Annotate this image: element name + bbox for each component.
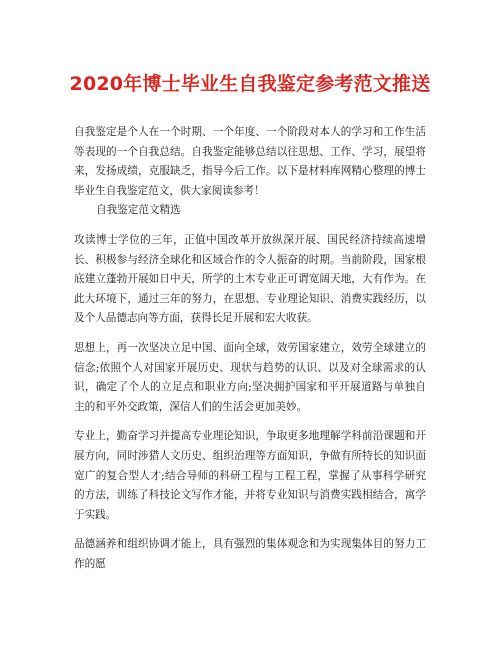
document-body bbox=[74, 123, 426, 574]
body-paragraph: 思想上，再一次坚决立足中国、面向全球，效劳国家建立，效劳全球建立的信念;依照个人对国家开展历史、现状与趋势的认识、以及对全球需求的认识，确定了个人的立足点和职业方向;坚决拥护国家和平开展道路与单独自主的和平外交政策，深信人们的生活会更加美妙。 bbox=[74, 341, 426, 413]
paragraph-gap bbox=[74, 221, 426, 231]
body-paragraph: 攻读博士学位的三年，正值中国改革开放纵深开展、国民经济持续高速增长、积极参与经济全球化和区域合作的令人振奋的时期。当前阶段，国家根底建立蓬勃开展如日中天，所学的土木专业正可谓宽阔天地，大有作为。在此大环境下，通过三年的努力，在思想、专业理论知识、消费实践经历，以及个人品德志向等方面，获得长足开展和宏大收获。 bbox=[74, 233, 426, 325]
page-title: 2020年博士毕业生自我鉴定参考范文推送 bbox=[69, 73, 431, 95]
body-paragraph: 品德涵养和组织协调才能上，具有强烈的集体观念和为实现集体目的努力工作的愿 bbox=[74, 538, 426, 570]
paragraph-gap bbox=[74, 525, 426, 535]
intro-paragraph: 自我鉴定是个人在一个时期、一个年度、一个阶段对本人的学习和工作生活等表现的一个自我总结。自我鉴定能够总结以往思想、工作、学习，展望将来，发扬成绩，克服缺乏，指导今后工作。以下是材料库网精心整理的博士毕业生自我鉴定范文，供大家阅读参考！ bbox=[74, 126, 426, 197]
paragraph-gap bbox=[74, 417, 426, 427]
paragraph-gap bbox=[74, 329, 426, 339]
body-paragraph: 专业上，勤奋学习并提高专业理论知识，争取更多地理解学科前沿课题和开展方向，同时涉猎人文历史、组织治理等方面知识，争做有所特长的知识面宽广的复合型人才;结合导师的科研工程与工程工程，掌握了从事科学研究的方法，训练了科技论文写作才能，并将专业知识与消费实践相结合，寓学于实践。 bbox=[74, 430, 426, 521]
section-heading: 自我鉴定范文精选 bbox=[96, 204, 181, 217]
